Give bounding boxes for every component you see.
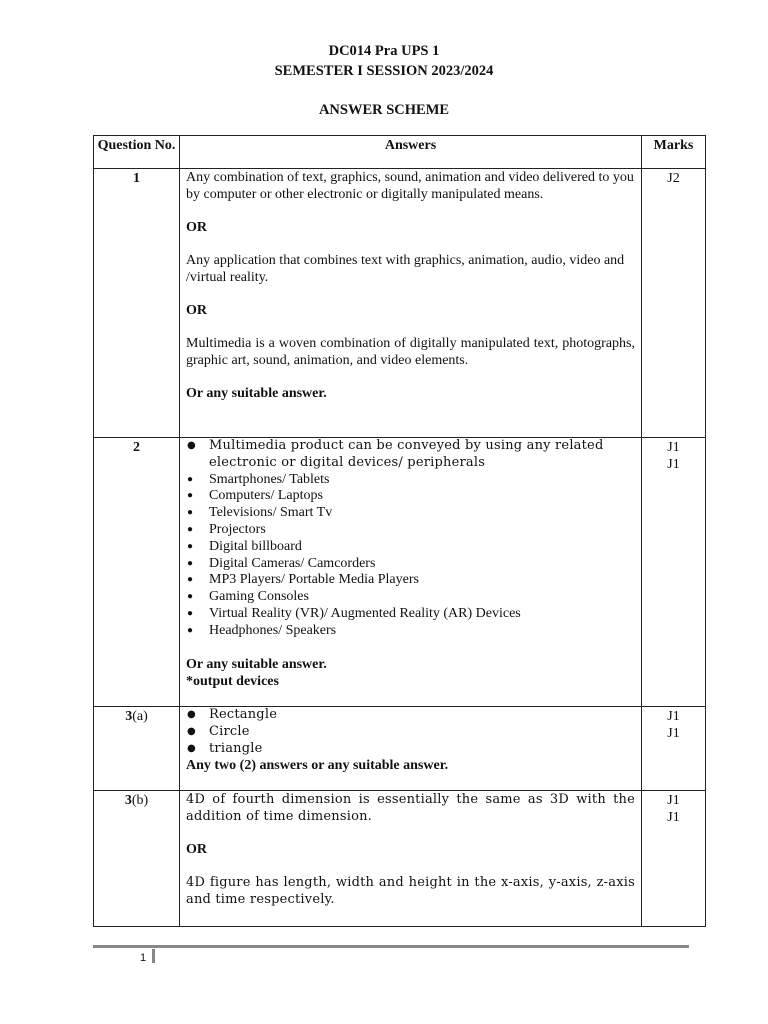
list-item: ● Headphones/ Speakers — [186, 623, 635, 640]
answer-list — [186, 707, 635, 757]
mark-value: J2 — [667, 171, 680, 186]
question-number: 1 — [94, 169, 180, 438]
or-label: OR — [186, 303, 207, 318]
or-label: OR — [186, 220, 207, 235]
marks-cell — [642, 791, 706, 927]
answer-note: *output devices — [186, 673, 279, 689]
list-item: ● Multimedia product can be conveyed by using any related electronic or digital devices/ peripherals — [186, 438, 635, 472]
question-number: 3(a) — [94, 707, 180, 791]
mark-value: J1 — [667, 810, 680, 825]
mark-value: J1 — [667, 709, 680, 724]
list-item: ● triangle — [186, 741, 635, 758]
mark-value: J1 — [667, 726, 680, 741]
answer-text: 4D figure has length, width and height in the x-axis, y-axis, z-axis and time respectively. — [186, 875, 635, 907]
table-header-row — [94, 136, 706, 169]
answer-cell — [180, 791, 642, 927]
answer-cell — [180, 169, 642, 438]
semester-session: SEMESTER I SESSION 2023/2024 — [274, 63, 494, 79]
list-item: ● Projectors — [186, 522, 635, 539]
answer-note: Any two (2) answers or any suitable answer. — [186, 758, 449, 774]
table-row-q1 — [94, 169, 706, 438]
table-row-q2 — [94, 438, 706, 707]
answer-text: Any application that combines text with graphics, animation, audio, video and /virtual reality. — [186, 253, 625, 285]
mark-value: J1 — [667, 440, 680, 455]
answer-scheme-table — [93, 135, 706, 927]
mark-value: J1 — [667, 457, 680, 472]
list-item: ● MP3 Players/ Portable Media Players — [186, 572, 635, 589]
header-question-no: Question No. — [94, 136, 180, 169]
list-item: ● Virtual Reality (VR)/ Augmented Reality (AR) Devices — [186, 606, 635, 623]
list-item: ● Smartphones/ Tablets — [186, 472, 635, 489]
list-item: ● Rectangle — [186, 707, 635, 724]
marks-cell — [642, 438, 706, 707]
answer-text: Any combination of text, graphics, sound, animation and video delivered to you by computer or other electronic or digitally manipulated means. — [186, 170, 634, 202]
answer-list — [186, 438, 635, 640]
list-item: ● Digital billboard — [186, 539, 635, 556]
marks-cell — [642, 169, 706, 438]
footer-page-marker — [152, 949, 155, 963]
mark-value: J1 — [667, 793, 680, 808]
document-title: ANSWER SCHEME — [318, 102, 450, 118]
answer-note: Or any suitable answer. — [186, 656, 327, 672]
page-number: 1 — [140, 952, 147, 964]
question-number: 2 — [94, 438, 180, 707]
footer-divider — [93, 945, 689, 948]
answer-note: Or any suitable answer. — [186, 386, 327, 401]
answer-text: Multimedia is a woven combination of digitally manipulated text, photographs, graphic art, sound, animation, and video elements. — [186, 336, 635, 368]
answer-cell — [180, 707, 642, 791]
list-item: ● Gaming Consoles — [186, 589, 635, 606]
table-row-q3b — [94, 791, 706, 927]
document-code: DC014 Pra UPS 1 — [328, 43, 440, 59]
or-label: OR — [186, 842, 207, 857]
table-row-q3a — [94, 707, 706, 791]
list-item: ● Circle — [186, 724, 635, 741]
marks-cell — [642, 707, 706, 791]
header-answers: Answers — [180, 136, 642, 169]
header-marks: Marks — [642, 136, 706, 169]
answer-cell — [180, 438, 642, 707]
answer-text: 4D of fourth dimension is essentially the same as 3D with the addition of time dimension. — [186, 792, 635, 824]
list-item: ● Digital Cameras/ Camcorders — [186, 556, 635, 573]
list-item: ● Computers/ Laptops — [186, 488, 635, 505]
list-item: ● Televisions/ Smart Tv — [186, 505, 635, 522]
question-number: 3(b) — [94, 791, 180, 927]
